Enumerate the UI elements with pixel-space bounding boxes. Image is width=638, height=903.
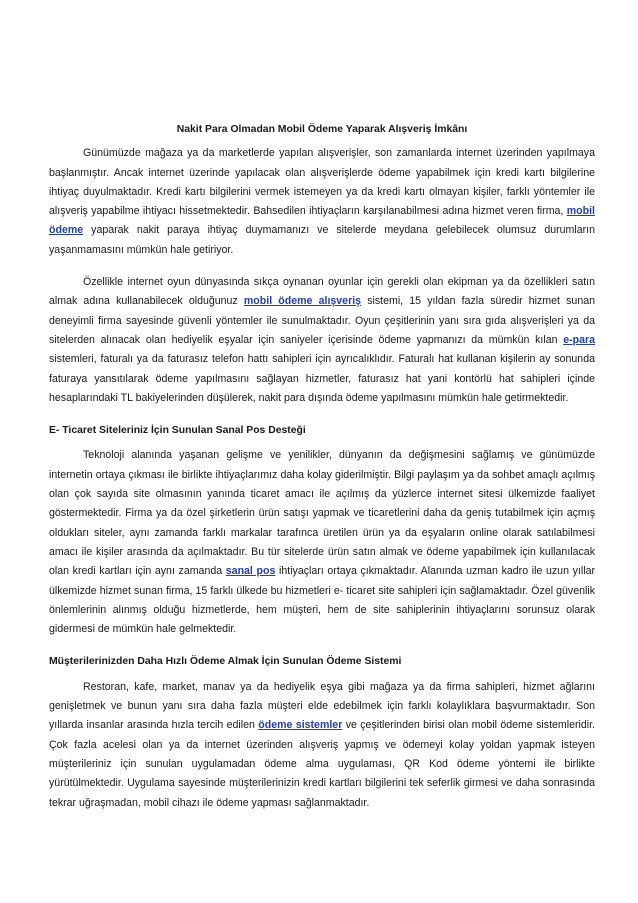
paragraph-2-text-a: Özellikle internet oyun dünyasında sıkça oynanan oyunlar için gerekli olan ekipman ya da özellikleri satın almak adına kullanabilecek olduğunuz <box>49 276 598 308</box>
paragraph-1 <box>49 144 598 260</box>
document-page <box>49 120 598 826</box>
link-odeme-sistemler[interactable]: ödeme sistemler <box>258 719 343 732</box>
link-mobil-odeme-alisveris[interactable]: mobil ödeme alışveriş <box>243 295 362 308</box>
document-title: Nakit Para Olmadan Mobil Ödeme Yaparak Alışveriş İmkânı <box>176 124 468 135</box>
paragraph-4 <box>49 678 598 813</box>
paragraph-4-text-b: ve çeşitlerinden birisi olan mobil ödeme sistemleridir. Çok fazla acelesi olan ya da internet üzerinden alışveriş yapmış ve ödemeyi kolay yoldan yapmak isteyen müşterileriniz için sunulan uygulamadan ödeme alma uygulaması, QR Kod ödeme yöntemi ile birlikte yürütülmektedir. Uygulama sayesinde müşterilerinizin kredi kartları bilgilerini tek seferlik girmesi ve daha sonrasında tekrar uğraşmadan, mobil cihazı ile ödeme yapması sağlanmaktadır. <box>49 719 598 809</box>
paragraph-2 <box>49 273 598 408</box>
paragraph-1-text-a: Günümüzde mağaza ya da marketlerde yapılan alışverişler, son zamanlarda internet üzerinden yapılmaya başlanmıştır. Ancak internet üzerinde yapılacak olan alışverişlerde ödeme yapabilmek için kredi kartı bilgilerine ihtiyaç duyulmaktadır. Kredi kartı bilgilerini vermek istemeyen ya da kredi kartı olmayan kişiler, farklı yöntemler ile alışveriş yapabilme ihtiyacı hissetmektedir. Bahsedilen ihtiyaçların karşılanabilmesi adına hizmet veren firma, <box>49 147 598 218</box>
paragraph-1-text-b: yaparak nakit paraya ihtiyaç duymamanızı ve sitelerde meydana gelebilecek olumsuz durumların yaşanmamasını mümkün hale getiriyor. <box>49 224 598 256</box>
section-heading-odeme-sistemi: Müşterilerinizden Daha Hızlı Ödeme Almak İçin Sunulan Ödeme Sistemi <box>49 656 402 668</box>
link-mobil-odeme[interactable]: mobil ödeme <box>49 205 595 237</box>
paragraph-4-text-a: Restoran, kafe, market, manav ya da hediyelik eşya gibi mağaza ya da firma sahipleri, hizmet ağlarını genişletmek ve bunun yanı sıra daha fazla müşteri elde edebilmek için farklı kolaylıklara başvurmaktadır. Son yıllarda insanlar arasında hızla tercih edilen <box>49 680 598 732</box>
section-heading-sanal-pos: E- Ticaret Siteleriniz İçin Sunulan Sanal Pos Desteği <box>49 425 306 437</box>
paragraph-2-text-c: sistemleri, faturalı ya da faturasız telefon hattı sahipleri için ayrıcalıklıdır. Faturalı hat kullanan kişilerin ay sonunda faturaya yansıtılarak ödeme yapılmasını sağlayan hizmetler, faturasız hat yani kontörlü hat sahipleri içinde hesaplarındaki TL bakiyelerinden düşülerek, nakit para dışında ödeme yapılmasını mümkün hale getirmektedir. <box>49 333 598 404</box>
paragraph-3-text-b: ihtiyaçları ortaya çıkmaktadır. Alanında uzman kadro ile uzun yıllar ülkemizde hizmet sunan firma, 15 farklı ülkede bu hizmetleri e- ticaret site sahipleri için sağlamaktadır. Özel güvenlik önlemlerinin alınmış olduğu hizmetlerde, hem müşteri, hem de site sahiplerinin ihtiyaçlarını sorunsuz olarak gidermesi de mümkün hale gelmektedir. <box>49 565 598 636</box>
link-sanal-pos[interactable]: sanal pos <box>225 565 276 578</box>
paragraph-3-text-a: Teknoloji alanında yaşanan gelişme ve yenilikler, dünyanın da değişmesini sağlamış ve günümüzde internetin ortaya çıkması ile birlikte ihtiyaçlarımız daha kolay giderilmiştir. Bilgi paylaşım ya da sohbet amaçlı açılmış olan çok sayıda site olmasının yanında ticaret amacı ile açılmış da yüzlerce internet sitesi ülkemizde faaliyet göstermektedir. Firma ya da özel şirketlerin ürün satışı yapmak ve ticaretlerini daha da geniş tutabilmek için açmış oldukları siteler, aynı zamanda farklı markalar tarafınca üretilen ürün ya da eşyaların online olarak satılabilmesi amacı ile kişiler arasında da açılmaktadır. Bu tür sitelerde ürün satın almak ve ödeme yapabilmek için kullanılacak olan kredi kartları için aynı zamanda <box>49 449 598 578</box>
paragraph-2-text-b: sistemi, 15 yıldan fazla süredir hizmet sunan deneyimli firma sayesinde güvenli yöntemler ile sunulmaktadır. Oyun çeşitlerinin yanı sıra gıda alışverişleri ya da sitelerden alınacak olan hediyelik eşyalar için saniyeler içerisinde ödeme yapmanızı da mümkün kılan <box>49 295 598 346</box>
paragraph-3 <box>49 446 598 639</box>
link-e-para[interactable]: e-para <box>563 333 595 346</box>
